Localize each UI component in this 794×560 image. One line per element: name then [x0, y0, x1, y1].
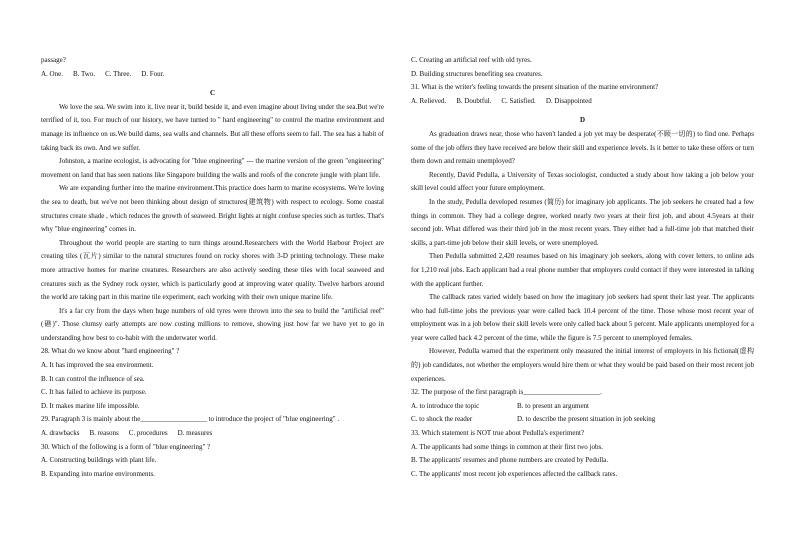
option-a: A. One.: [41, 69, 63, 78]
passage-c-paragraph-4: Throughout the world people are starting to turn things around.Researchers with the World Harbour Project are creating tiles (瓦片) similar to the natural structures found on rocky shores with 3-D printing technology. These make more attractive homes for marine creatures. Researchers are also actively seeding these tiles with local seaweed and creatures such as the Sydney rock oyster, which is particularly good at improving water quality. Twelve harbors around the world are taking part in this marine tile experiment, each working with their own unique marine life.: [41, 238, 384, 302]
passage-d-paragraph-1: As graduation draws near, those who haven't landed a job yet may be desperate(不顾一切的) to find one. Perhaps some of the job offers they have received are below their skill and experience levels. Is it better to take these offers or turn them down and remain unemployed?: [411, 129, 754, 166]
question-32: 32. The purpose of the first paragraph is______________________.: [411, 388, 602, 397]
option-b: B. Two.: [72, 69, 96, 78]
passage-d-paragraph-5: The callback rates varied widely based on how the imaginary job seekers had spent their last year. The applicants who had full-time jobs the previous year were called back 10.4 percent of the time. Those whose most recent year of employment was in a job below their skill levels were only called back about 5 percent. Male applicants unemployed for a year were called back 4.2 percent of the time, while the figure is 7.5 percent to unemployed females.: [411, 293, 754, 342]
passage-d-paragraph-2: Recently, David Pedulla, a University of Texas sociologist, conducted a study about how taking a job below your skill level could affect your future employment.: [411, 170, 754, 193]
question-31: 31. What is the writer's feeling towards the present situation of the marine environment?: [411, 83, 659, 92]
q33-option-b: B. The applicants' resumes and phone numbers are created by Pedulla.: [411, 456, 609, 465]
q28-option-d: D. It makes marine life impossible.: [41, 401, 140, 410]
q32-option-b: B. to present an argument: [517, 401, 589, 410]
q31-option-c: C. Satisfied.: [501, 96, 536, 105]
q30-option-b: B. Expanding into marine environments.: [41, 469, 155, 478]
q29-option-b: B. reasons: [89, 429, 119, 438]
q29-option-c: C. procedures: [128, 429, 168, 438]
q29-options: [41, 427, 384, 441]
q32-option-d: D. to describe the present situation in job seeking: [517, 415, 656, 424]
section-d-title: D: [579, 116, 586, 125]
q31-options: [411, 95, 754, 109]
q29-option-a: A. drawbacks: [41, 429, 80, 438]
option-c: C. Three.: [105, 69, 132, 78]
prev-question-options: [41, 68, 384, 82]
q33-option-c: C. The applicants' most recent job experiences affected the callback rates.: [411, 469, 618, 478]
passage-d-paragraph-3: In the study, Pedulla developed resumes (简历) for imaginary job applicants. The job seekers he created had a few things in common. They had a college degree, worked nearly two years at their first job, and about 4.5years at their second job. What differed was their third job in the most recent years. They either had a full-time job that matched their skills, a part-time job below their skill levels, or were unemployed.: [411, 197, 754, 247]
right-column: [411, 54, 754, 481]
q31-option-a: A. Relieved.: [411, 96, 447, 105]
q32-option-a: A. to introduce the topic: [411, 401, 480, 410]
passage-c-paragraph-2: Johnston, a marine ecologist, is advocating for "blue engineering" --- the marine version of the green "engineering" movement on land that has seen nations like Singapore building the walls and roofs of the concrete jungle with plant life.: [41, 157, 384, 179]
question-30: 30. Which of the following is a form of "blue engineering" ?: [41, 442, 211, 451]
q28-option-b: B. It can control the influence of sea.: [41, 374, 145, 383]
section-c-title: C: [209, 89, 216, 98]
q28-option-c: C. It has failed to achieve its purpose.: [41, 388, 147, 397]
q31-option-d: D. Disappointed: [545, 96, 592, 105]
q30-option-a: A. Constructing buildings with plant life.: [41, 456, 157, 465]
q32-option-c: C. to shock the reader: [411, 415, 473, 424]
q30-option-d: D. Building structures benefiting sea creatures.: [411, 69, 543, 78]
q32-options: [411, 400, 754, 427]
passage-c-paragraph-1: We love the sea. We swim into it, live near it, build beside it, and even imagine about living under the sea.But we're terrified of it, too. For much of our history, we have turned to " hard engineering" to control the marine environment and manage its influence on us.We build dams, sea walls and channels. But all these efforts seem to fail. The sea has a habit of taking back its own. And we suffer.: [41, 102, 384, 152]
passage-c-paragraph-3: We are expanding further into the marine environment.This practice does harm to marine ecosystems. We're loving the sea to death, but we've not been thinking about design of structures(建筑物) with respect to ecology. Some coastal structures create shade , which reduces the growth of seaweed. Bright lights at night confuse species such as turtles. That's why "blue engineering" comes in.: [41, 184, 384, 234]
passage-c-paragraph-5: It's a far cry from the days when huge numbers of old tyres were thrown into the sea to build the "artificial reef" (礁)". Those clumsy early attempts are now costing millions to remove, showing just how far we have yet to go in understanding how best to co-habit with the underwater world.: [41, 306, 384, 342]
passage-d-paragraph-6: However, Pedulla warned that the experiment only measured the initial interest of employers in his fictional(虚构的) job candidates, not whether the employers would hire them or what they would be paid based on their most recent job experiences.: [411, 347, 754, 383]
q31-option-b: B. Doubtful.: [456, 96, 492, 105]
left-column: [41, 54, 384, 481]
question-29: 29. Paragraph 3 is mainly about the___________________ to introduce the project of "blue engineering" .: [41, 415, 340, 424]
question-28: 28. What do we know about "hard engineering" ?: [41, 347, 180, 356]
q30-option-c: C. Creating an artificial reef with old tyres.: [411, 56, 532, 64]
q28-option-a: A. It has improved the sea environment.: [41, 361, 154, 370]
q33-option-a: A. The applicants had some things in common at their first two jobs.: [411, 442, 603, 451]
prev-question-end: passage?: [41, 56, 66, 64]
question-33: 33. Which statement is NOT true about Pedulla's experiment?: [411, 429, 585, 438]
passage-d-paragraph-4: Then Pedulla submitted 2,420 resumes based on his imaginary job seekers, along with cover letters, to online ads for 1,210 real jobs. Each applicant had a real phone number that employers could contact if they were interested in talking with the applicant further.: [411, 252, 754, 288]
option-d: D. Four.: [141, 69, 165, 78]
q29-option-d: D. measures: [177, 429, 213, 438]
